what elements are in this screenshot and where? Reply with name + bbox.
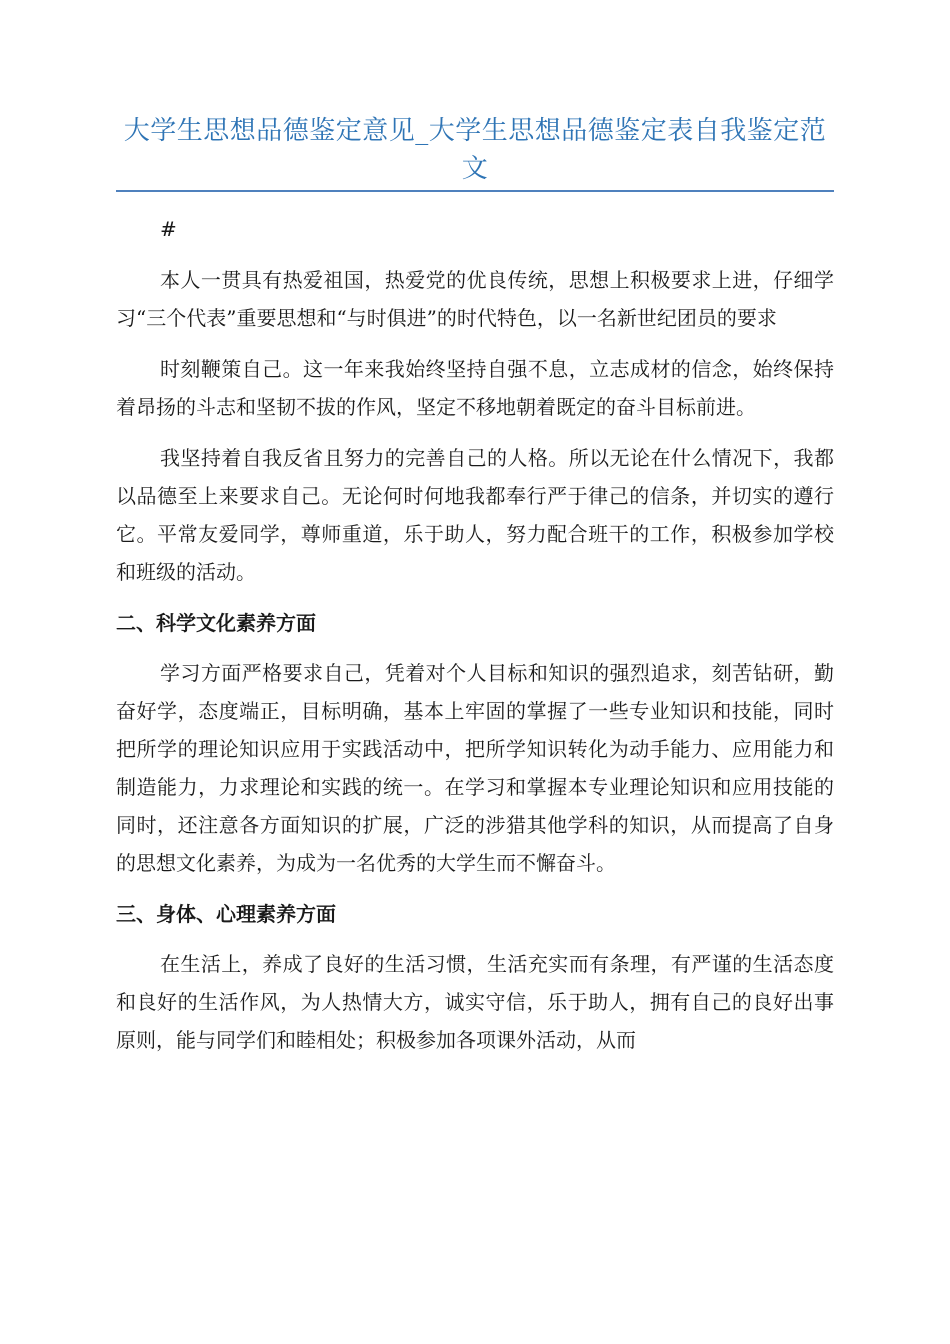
paragraph-life: 在生活上，养成了良好的生活习惯，生活充实而有条理，有严谨的生活态度和良好的生活作风，为人热情大方，诚实守信，乐于助人，拥有自己的良好出事原则，能与同学们和睦相处；积极参加各项课外活动，从而 [116, 952, 834, 1052]
title-underline [116, 190, 834, 192]
paragraph-study: 学习方面严格要求自己，凭着对个人目标和知识的强烈追求，刻苦钻研，勤奋好学，态度端正，目标明确，基本上牢固的掌握了一些专业知识和技能，同时把所学的理论知识应用于实践活动中，把所学知识转化为动手能力、应用能力和制造能力，力求理论和实践的统一。在学习和掌握本专业理论知识和应用技能的同时，还注意各方面知识的扩展，广泛的涉猎其他学科的知识，从而提高了自身的思想文化素养，为成为一名优秀的大学生而不懈奋斗。 [116, 661, 834, 875]
paragraph-patriotism: 本人一贯具有热爱祖国，热爱党的优良传统，思想上积极要求上进，仔细学习“三个代表”重要思想和“与时俱进”的时代特色，以一名新世纪团员的要求 [116, 268, 834, 330]
paragraph-self-discipline: 时刻鞭策自己。这一年来我始终坚持自强不息，立志成材的信念，始终保持着昂扬的斗志和坚韧不拔的作风，坚定不移地朝着既定的奋斗目标前进。 [116, 357, 834, 419]
section-heading-science-culture: 二、科学文化素养方面 [116, 611, 316, 635]
section-heading-body-mind: 三、身体、心理素养方面 [116, 902, 336, 926]
document-title: 大学生思想品德鉴定意见_大学生思想品德鉴定表自我鉴定范文 [123, 116, 827, 184]
paragraph-hash: # [160, 217, 177, 241]
document-page [116, 112, 834, 1072]
paragraph-character: 我坚持着自我反省且努力的完善自己的人格。所以无论在什么情况下，我都以品德至上来要求自己。无论何时何地我都奉行严于律己的信条，并切实的遵行它。平常友爱同学，尊师重道，乐于助人，努力配合班干的工作，积极参加学校和班级的活动。 [116, 446, 834, 584]
